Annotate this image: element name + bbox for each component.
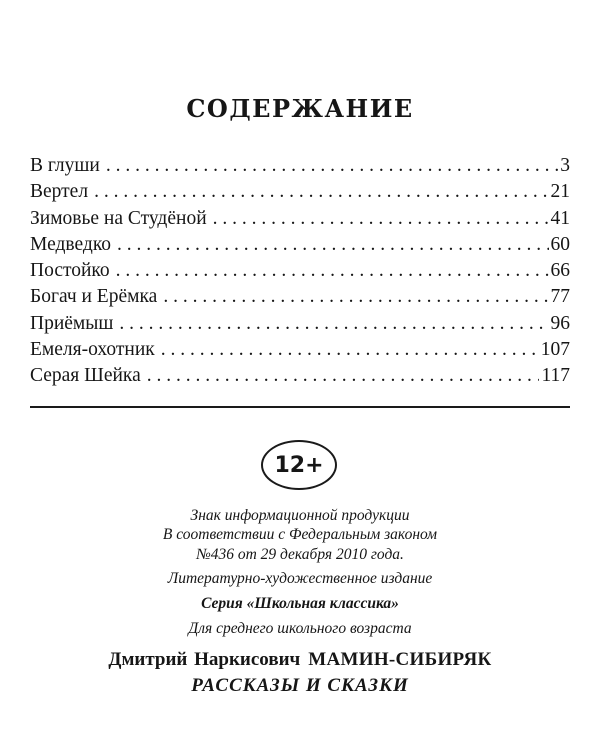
toc-leader-dots — [163, 284, 548, 310]
series-name: Серия «Школьная классика» — [201, 595, 399, 612]
toc-entry-title: Вертел — [30, 181, 89, 203]
info-law-reference: В соответствии с Федеральным законом — [162, 526, 438, 543]
toc-entry-page: 96 — [550, 312, 570, 334]
toc-entry — [30, 232, 570, 258]
toc-entry-page: 117 — [541, 365, 570, 387]
section-divider — [30, 406, 570, 408]
toc-leader-dots — [213, 206, 549, 232]
author-given-name: Дмитрий Наркисович — [108, 649, 301, 670]
toc-entry-title: Медведко — [30, 233, 112, 255]
toc-entry-page: 66 — [550, 260, 570, 282]
toc-leader-dots — [106, 153, 558, 179]
author-name — [0, 649, 600, 671]
toc-entry-page: 77 — [550, 286, 570, 308]
toc-entry — [30, 153, 570, 179]
toc-entry — [30, 258, 570, 284]
toc-leader-dots — [117, 232, 548, 258]
toc-leader-dots — [161, 337, 539, 363]
book-title: РАССКАЗЫ И СКАЗКИ — [191, 675, 409, 696]
toc-entry-page: 21 — [550, 181, 570, 203]
toc-entry-title: Емеля-охотник — [30, 339, 155, 361]
info-law-number: №436 от 29 декабря 2010 года. — [196, 546, 404, 563]
toc-entry — [30, 179, 570, 205]
edition-type: Литературно-художественное издание — [167, 570, 433, 587]
author-surname: МАМИН-СИБИРЯК — [308, 649, 492, 670]
toc-list — [30, 153, 570, 390]
toc-entry-title: Серая Шейка — [30, 365, 141, 387]
age-rating-text: 12+ — [274, 452, 324, 478]
toc-entry-page: 41 — [550, 207, 570, 229]
age-rating-badge — [261, 440, 337, 490]
toc-entry-title: Приёмыш — [30, 312, 114, 334]
toc-entry — [30, 337, 570, 363]
toc-heading: СОДЕРЖАНИЕ — [186, 94, 414, 123]
toc-entry-title: Зимовье на Студёной — [30, 207, 207, 229]
toc-entry — [30, 284, 570, 310]
toc-entry-page: 3 — [560, 155, 570, 176]
toc-leader-dots — [147, 363, 540, 389]
toc-entry-title: Постойко — [30, 260, 110, 282]
toc-leader-dots — [119, 311, 548, 337]
toc-leader-dots — [94, 179, 548, 205]
toc-entry — [30, 206, 570, 232]
toc-entry — [30, 311, 570, 337]
target-audience: Для среднего школьного возраста — [188, 620, 412, 637]
toc-entry-page: 60 — [550, 233, 570, 255]
toc-entry-title: Богач и Ерёмка — [30, 286, 158, 308]
toc-entry — [30, 363, 570, 389]
toc-leader-dots — [116, 258, 549, 284]
toc-entry-page: 107 — [540, 339, 570, 361]
info-product-sign: Знак информационной продукции — [190, 507, 410, 524]
toc-entry-title: В глуши — [30, 155, 100, 176]
